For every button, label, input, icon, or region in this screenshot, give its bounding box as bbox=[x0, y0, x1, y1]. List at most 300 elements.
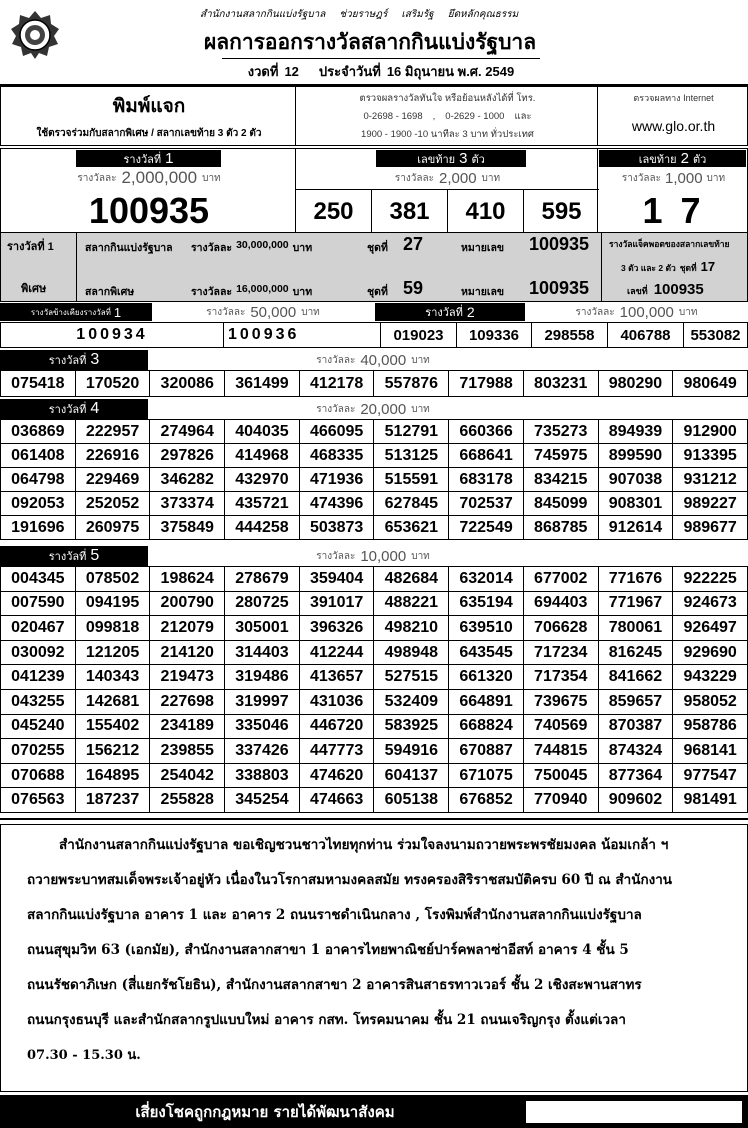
fourth-prize-number: 191696 bbox=[1, 516, 76, 540]
special-r2-amount-value: 16,000,000 bbox=[236, 283, 289, 295]
near-first-unit: บาท bbox=[301, 306, 320, 318]
fourth-prize-number: 226916 bbox=[76, 444, 151, 468]
first-prize-label bbox=[76, 150, 221, 167]
fifth-prize-number: 874324 bbox=[599, 739, 674, 764]
third-prize-grid bbox=[0, 370, 748, 397]
fifth-prize-number: 227698 bbox=[150, 690, 225, 715]
fifth-prize-number: 926497 bbox=[673, 616, 748, 641]
fifth-prize-label-num: 5 bbox=[90, 547, 100, 564]
fourth-prize-amount-label: รางวัลละ bbox=[316, 403, 356, 415]
fourth-prize-number: 229469 bbox=[76, 468, 151, 492]
fifth-prize-number: 482684 bbox=[374, 567, 449, 592]
fifth-prize-number: 043255 bbox=[1, 690, 76, 715]
fifth-prize-number: 413657 bbox=[300, 665, 375, 690]
fifth-prize-number: 076563 bbox=[1, 788, 76, 813]
last3-number: 250 bbox=[296, 190, 372, 233]
fourth-prize-number: 432970 bbox=[225, 468, 300, 492]
fifth-prize-number: 187237 bbox=[76, 788, 151, 813]
fifth-prize-number: 671075 bbox=[449, 764, 524, 789]
fifth-prize-number: 694403 bbox=[524, 592, 599, 617]
footer-blank-box bbox=[526, 1101, 742, 1123]
special-r1-set-label: ชุดที่ bbox=[367, 242, 388, 254]
last2-amount bbox=[598, 167, 748, 189]
special-r1-amount bbox=[191, 239, 312, 256]
header-underline bbox=[222, 58, 540, 59]
fourth-prize-number: 252052 bbox=[76, 492, 151, 516]
fifth-prize-number: 677002 bbox=[524, 567, 599, 592]
last2-label-text: เลขท้าย bbox=[638, 153, 677, 166]
last2-label bbox=[599, 150, 746, 167]
fifth-prize-number: 706628 bbox=[524, 616, 599, 641]
draw-date: 16 มิถุนายน พ.ศ. 2549 bbox=[386, 63, 515, 79]
special-r2-name: สลากพิเศษ bbox=[85, 286, 135, 298]
fifth-prize-number: 605138 bbox=[374, 788, 449, 813]
notice-line: ถนนกรุงธนบุรี และสำนักสลากรูปแบบใหม่ อาคาร กสท. โทรคมนาคม ชั้น 21 ถนนเจริญกรุง ตั้งแต่เวลา bbox=[27, 1012, 626, 1028]
fifth-prize-number: 412244 bbox=[300, 641, 375, 666]
first-prize-box bbox=[0, 148, 296, 233]
special-r1-set: 27 bbox=[403, 234, 424, 254]
near-first-amount-value: 50,000 bbox=[250, 303, 297, 321]
jackpot-line-2-text: 3 ตัว และ 2 ตัว bbox=[621, 263, 676, 273]
fifth-prize-number: 200790 bbox=[150, 592, 225, 617]
fourth-prize-number: 989227 bbox=[673, 492, 748, 516]
last2-unit: บาท bbox=[706, 172, 726, 184]
near-first-number: 100936 bbox=[224, 323, 381, 347]
near-first-label-text: รางวัลข้างเคียงรางวัลที่ bbox=[30, 307, 111, 317]
phone-number-2: 0-2629 - 1000 bbox=[445, 110, 505, 122]
slogan-3: เสริมรัฐ bbox=[401, 8, 434, 20]
jackpot-set-label: ชุดที่ bbox=[679, 263, 697, 273]
slogan-4: ยึดหลักคุณธรรม bbox=[447, 8, 519, 20]
last3-amount-label: รางวัลละ bbox=[394, 172, 434, 184]
fifth-prize-number: 488221 bbox=[374, 592, 449, 617]
fourth-prize-number: 845099 bbox=[524, 492, 599, 516]
special-r1-no: 100935 bbox=[529, 234, 590, 254]
third-prize-label-text: รางวัลที่ bbox=[48, 355, 87, 367]
phone-line-3: 1900 - 1900 -10 นาทีละ 3 บาท ทั่วประเทศ bbox=[361, 128, 534, 140]
first-prize-amount-label: รางวัลละ bbox=[77, 172, 117, 184]
near-first-label bbox=[0, 303, 152, 321]
website-link[interactable]: www.glo.or.th bbox=[631, 118, 716, 134]
fifth-prize-number: 780061 bbox=[599, 616, 674, 641]
near-second-numbers-row bbox=[0, 322, 748, 348]
fourth-prize-number: 092053 bbox=[1, 492, 76, 516]
fourth-prize-number: 435721 bbox=[225, 492, 300, 516]
fifth-prize-number: 099818 bbox=[76, 616, 151, 641]
fifth-prize-number: 668824 bbox=[449, 715, 524, 740]
fifth-prize-number: 594916 bbox=[374, 739, 449, 764]
last2-label-suffix: ตัว bbox=[692, 153, 707, 166]
fifth-prize-number: 744815 bbox=[524, 739, 599, 764]
footer-slogan: เสี่ยงโชคถูกกฎหมาย รายได้พัฒนาสังคม bbox=[135, 1102, 395, 1121]
special-r2-no: 100935 bbox=[529, 278, 590, 298]
fourth-prize-number: 912614 bbox=[599, 516, 674, 540]
jackpot-set: 17 bbox=[700, 259, 716, 274]
fifth-prize-number: 583925 bbox=[374, 715, 449, 740]
fifth-prize-number: 958786 bbox=[673, 715, 748, 740]
fifth-prize-number: 234189 bbox=[150, 715, 225, 740]
phone-line-2 bbox=[296, 109, 599, 123]
special-prize-box bbox=[0, 232, 748, 302]
fifth-prize-number: 922225 bbox=[673, 567, 748, 592]
fifth-prize-number: 770940 bbox=[524, 788, 599, 813]
second-prize-amount bbox=[525, 302, 748, 322]
fifth-prize-number: 532409 bbox=[374, 690, 449, 715]
fifth-prize-number: 870387 bbox=[599, 715, 674, 740]
fifth-prize-number: 280725 bbox=[225, 592, 300, 617]
fifth-prize-number: 045240 bbox=[1, 715, 76, 740]
page-title: ผลการออกรางวัลสลากกินแบ่งรัฐบาล bbox=[203, 30, 537, 54]
special-r1-amount-label: รางวัลละ bbox=[191, 242, 233, 254]
fourth-prize-number: 061408 bbox=[1, 444, 76, 468]
special-label-2: พิเศษ bbox=[21, 283, 47, 295]
third-prize-number: 320086 bbox=[150, 371, 225, 397]
fifth-prize-number: 070255 bbox=[1, 739, 76, 764]
fourth-prize-number: 414968 bbox=[225, 444, 300, 468]
near-first-amount bbox=[152, 302, 374, 322]
fifth-prize-number: 929690 bbox=[673, 641, 748, 666]
third-prize-number: 717988 bbox=[449, 371, 524, 397]
fifth-prize-number: 859657 bbox=[599, 690, 674, 715]
last3-label-num: 3 bbox=[459, 150, 468, 167]
info-phone-box bbox=[295, 86, 598, 146]
last3-unit: บาท bbox=[481, 172, 501, 184]
fourth-prize-number: 660366 bbox=[449, 420, 524, 444]
second-prize-number: 553082 bbox=[690, 326, 741, 344]
fifth-prize-number: 212079 bbox=[150, 616, 225, 641]
special-r1-no-label: หมายเลข bbox=[461, 242, 505, 254]
fifth-prize-number: 739675 bbox=[524, 690, 599, 715]
fifth-prize-number: 841662 bbox=[599, 665, 674, 690]
fourth-prize-number: 513125 bbox=[374, 444, 449, 468]
notice-line: ถนนรัชดาภิเษก (สี่แยกรัชโยธิน), สำนักงานสลากสาขา 2 อาคารสินสาธรทาวเวอร์ ชั้น 2 เชิงสะพานสาทร bbox=[27, 977, 642, 993]
fifth-prize-label bbox=[0, 546, 148, 566]
fourth-prize-number: 653621 bbox=[374, 516, 449, 540]
fifth-prize-number: 094195 bbox=[76, 592, 151, 617]
notice-line: สลากกินแบ่งรัฐบาล อาคาร 1 และ อาคาร 2 ถนนราชดำเนินกลาง , โรงพิมพ์สำนักงานสลากกินแบ่งรัฐบาล bbox=[27, 907, 642, 923]
jackpot-line-3 bbox=[627, 281, 704, 298]
fifth-prize-number: 981491 bbox=[673, 788, 748, 813]
last3-number: 381 bbox=[372, 190, 448, 233]
third-prize-number: 412178 bbox=[300, 371, 375, 397]
fifth-prize-number: 319486 bbox=[225, 665, 300, 690]
fourth-prize-number: 907038 bbox=[599, 468, 674, 492]
fifth-prize-number: 446720 bbox=[300, 715, 375, 740]
fourth-prize-number: 404035 bbox=[225, 420, 300, 444]
fourth-prize-number: 260975 bbox=[76, 516, 151, 540]
special-r1-amount-value: 30,000,000 bbox=[236, 239, 289, 251]
fifth-prize-number: 924673 bbox=[673, 592, 748, 617]
fifth-prize-number: 004345 bbox=[1, 567, 76, 592]
third-prize-label bbox=[0, 350, 148, 370]
fourth-prize-amount bbox=[148, 399, 598, 419]
fifth-prize-number: 740569 bbox=[524, 715, 599, 740]
special-r1-unit: บาท bbox=[292, 242, 313, 254]
fifth-prize-number: 164895 bbox=[76, 764, 151, 789]
info-internet-box bbox=[597, 86, 748, 146]
date-label: ประจำวันที่ bbox=[318, 63, 381, 79]
notice-line: สำนักงานสลากกินแบ่งรัฐบาล ขอเชิญชวนชาวไทยทุกท่าน ร่วมใจลงนามถวายพระพรชัยมงคล น้อมเกล้า ฯ bbox=[59, 837, 669, 853]
info-free-box bbox=[0, 86, 296, 146]
third-prize-amount-label: รางวัลละ bbox=[316, 354, 356, 366]
fifth-prize-number: 007590 bbox=[1, 592, 76, 617]
fourth-prize-label-num: 4 bbox=[90, 400, 100, 417]
fifth-prize-number: 142681 bbox=[76, 690, 151, 715]
notice-line: ถวายพระบาทสมเด็จพระเจ้าอยู่หัว เนื่องในวโรกาสมหามงคลสมัย ทรงครองสิริราชสมบัติครบ 60 ปี ณ สำนักงาน bbox=[27, 872, 673, 888]
fifth-prize-number: 070688 bbox=[1, 764, 76, 789]
slogan-1: สำนักงานสลากกินแบ่งรัฐบาล bbox=[200, 8, 326, 20]
fifth-prize-number: 632014 bbox=[449, 567, 524, 592]
first-prize-label-num: 1 bbox=[165, 150, 174, 167]
fifth-prize-number: 474620 bbox=[300, 764, 375, 789]
fifth-prize-label-text: รางวัลที่ bbox=[48, 551, 87, 563]
fifth-prize-number: 338803 bbox=[225, 764, 300, 789]
fifth-prize-number: 431036 bbox=[300, 690, 375, 715]
fifth-prize-number: 219473 bbox=[150, 665, 225, 690]
last3-number: 410 bbox=[448, 190, 524, 233]
phone-number-1: 0-2698 - 1698 bbox=[363, 110, 423, 122]
near-first-number: 100934 bbox=[1, 323, 224, 347]
third-prize-amount bbox=[148, 350, 598, 370]
last2-amount-value: 1,000 bbox=[665, 169, 703, 187]
fourth-prize-number: 913395 bbox=[673, 444, 748, 468]
fifth-prize-number: 676852 bbox=[449, 788, 524, 813]
fourth-prize-number: 064798 bbox=[1, 468, 76, 492]
fourth-prize-number: 868785 bbox=[524, 516, 599, 540]
fourth-prize-number: 346282 bbox=[150, 468, 225, 492]
fourth-prize-number: 515591 bbox=[374, 468, 449, 492]
fourth-prize-number: 444258 bbox=[225, 516, 300, 540]
fourth-prize-number: 471936 bbox=[300, 468, 375, 492]
fifth-prize-number: 877364 bbox=[599, 764, 674, 789]
third-prize-amount-value: 40,000 bbox=[360, 351, 407, 369]
special-r2-amount-label: รางวัลละ bbox=[191, 286, 233, 298]
fourth-prize-number: 894939 bbox=[599, 420, 674, 444]
third-prize-number: 980290 bbox=[599, 371, 674, 397]
second-prize-number: 109336 bbox=[457, 323, 532, 347]
fifth-prize-number: 816245 bbox=[599, 641, 674, 666]
fifth-prize-number: 717354 bbox=[524, 665, 599, 690]
fourth-prize-number: 222957 bbox=[76, 420, 151, 444]
fifth-prize-number: 030092 bbox=[1, 641, 76, 666]
second-prize-label-text: รางวัลที่ bbox=[425, 307, 463, 319]
fifth-prize-number: 771967 bbox=[599, 592, 674, 617]
first-prize-unit: บาท bbox=[202, 172, 221, 184]
last3-amount-value: 2,000 bbox=[439, 169, 477, 187]
first-prize-amount-value: 2,000,000 bbox=[121, 168, 198, 187]
notice-box bbox=[0, 824, 748, 1092]
phone-sep: , bbox=[432, 110, 436, 122]
second-prize-number: 019023 bbox=[381, 323, 457, 347]
fourth-prize-grid bbox=[0, 419, 748, 540]
fifth-prize-number: 391017 bbox=[300, 592, 375, 617]
fifth-prize-amount-label: รางวัลละ bbox=[316, 550, 356, 562]
second-prize-number: 298558 bbox=[532, 323, 608, 347]
fourth-prize-number: 466095 bbox=[300, 420, 375, 444]
last3-amount bbox=[296, 167, 599, 189]
fifth-prize-number: 635194 bbox=[449, 592, 524, 617]
fourth-prize-number: 373374 bbox=[150, 492, 225, 516]
fifth-prize-number: 319997 bbox=[225, 690, 300, 715]
jackpot-no-label: เลขที่ bbox=[627, 286, 648, 296]
slogan-2: ช่วยราษฎร์ bbox=[339, 8, 388, 20]
internet-label: ตรวจผลทาง Internet bbox=[633, 93, 714, 103]
fifth-prize-number: 278679 bbox=[225, 567, 300, 592]
third-prize-number: 361499 bbox=[225, 371, 300, 397]
last2-amount-label: รางวัลละ bbox=[621, 172, 661, 184]
fourth-prize-label-text: รางวัลที่ bbox=[48, 404, 87, 416]
fifth-prize-number: 498210 bbox=[374, 616, 449, 641]
notice-line: 07.30 - 15.30 น. bbox=[27, 1048, 141, 1063]
third-prize-label-num: 3 bbox=[90, 351, 100, 368]
near-first-label-num: 1 bbox=[113, 304, 122, 320]
fourth-prize-number: 899590 bbox=[599, 444, 674, 468]
fourth-prize-number: 702537 bbox=[449, 492, 524, 516]
fourth-prize-number: 036869 bbox=[1, 420, 76, 444]
fourth-prize-number: 375849 bbox=[150, 516, 225, 540]
fifth-prize-number: 239855 bbox=[150, 739, 225, 764]
last2-box bbox=[597, 148, 748, 233]
near-first-amount-label: รางวัลละ bbox=[206, 306, 246, 318]
draw-no: 12 bbox=[284, 63, 299, 79]
jackpot-line-1: รางวัลแจ็คพอตของสลากเลขท้าย bbox=[609, 239, 730, 249]
first-prize-number: 100935 bbox=[88, 190, 210, 231]
fifth-prize-number: 020467 bbox=[1, 616, 76, 641]
fifth-prize-number: 359404 bbox=[300, 567, 375, 592]
fourth-prize-number: 989677 bbox=[673, 516, 748, 540]
fifth-prize-unit: บาท bbox=[411, 550, 430, 562]
fourth-prize-number: 735273 bbox=[524, 420, 599, 444]
fifth-prize-number: 909602 bbox=[599, 788, 674, 813]
fifth-prize-number: 943229 bbox=[673, 665, 748, 690]
fifth-prize-number: 335046 bbox=[225, 715, 300, 740]
fifth-prize-number: 977547 bbox=[673, 764, 748, 789]
last2-number: 1 7 bbox=[642, 190, 705, 231]
fifth-prize-number: 254042 bbox=[150, 764, 225, 789]
third-prize-number: 170520 bbox=[76, 371, 151, 397]
last3-numbers bbox=[296, 189, 599, 233]
fourth-prize-number: 931212 bbox=[673, 468, 748, 492]
fifth-prize-number: 337426 bbox=[225, 739, 300, 764]
jackpot-no: 100935 bbox=[653, 281, 704, 298]
draw-no-label: งวดที่ bbox=[247, 63, 279, 79]
third-prize-unit: บาท bbox=[411, 354, 430, 366]
special-divider-2 bbox=[601, 233, 602, 301]
jackpot-line-2 bbox=[621, 259, 715, 275]
fourth-prize-number: 668641 bbox=[449, 444, 524, 468]
free-note: ใช้ตรวจร่วมกับสลากพิเศษ / สลากเลขท้าย 3 ตัว 2 ตัว bbox=[36, 127, 262, 139]
fifth-prize-amount-value: 10,000 bbox=[360, 547, 407, 565]
special-r2-no-label: หมายเลข bbox=[461, 286, 505, 298]
third-prize-number: 803231 bbox=[524, 371, 599, 397]
fifth-prize-number: 214120 bbox=[150, 641, 225, 666]
fourth-prize-number: 745975 bbox=[524, 444, 599, 468]
fifth-prize-number: 345254 bbox=[225, 788, 300, 813]
fourth-prize-number: 834215 bbox=[524, 468, 599, 492]
fourth-prize-number: 512791 bbox=[374, 420, 449, 444]
fifth-prize-number: 750045 bbox=[524, 764, 599, 789]
fourth-prize-number: 274964 bbox=[150, 420, 225, 444]
phone-and: และ bbox=[514, 110, 532, 122]
fifth-prize-number: 527515 bbox=[374, 665, 449, 690]
footer-bar bbox=[0, 1095, 748, 1128]
fifth-prize-number: 717234 bbox=[524, 641, 599, 666]
fifth-prize-number: 771676 bbox=[599, 567, 674, 592]
third-prize-number: 980649 bbox=[673, 371, 748, 397]
fourth-prize-number: 627845 bbox=[374, 492, 449, 516]
first-prize-amount bbox=[1, 167, 297, 189]
notice-top-rule bbox=[0, 818, 748, 820]
special-label-1: รางวัลที่ 1 bbox=[7, 241, 54, 253]
fifth-prize-number: 121205 bbox=[76, 641, 151, 666]
fifth-prize-number: 498948 bbox=[374, 641, 449, 666]
fifth-prize-number: 639510 bbox=[449, 616, 524, 641]
first-prize-label-text: รางวัลที่ bbox=[123, 153, 162, 166]
second-prize-label bbox=[375, 303, 525, 321]
fifth-prize-number: 958052 bbox=[673, 690, 748, 715]
fifth-prize-number: 156212 bbox=[76, 739, 151, 764]
fourth-prize-number: 297826 bbox=[150, 444, 225, 468]
last3-box bbox=[295, 148, 598, 233]
last2-label-num: 2 bbox=[680, 150, 689, 167]
fifth-prize-number: 968141 bbox=[673, 739, 748, 764]
second-prize-unit: บาท bbox=[678, 306, 698, 318]
fifth-prize-number: 041239 bbox=[1, 665, 76, 690]
fourth-prize-number: 683178 bbox=[449, 468, 524, 492]
second-prize-amount-value: 100,000 bbox=[619, 303, 674, 321]
fifth-prize-amount bbox=[148, 546, 598, 566]
last3-label bbox=[376, 150, 526, 167]
fourth-prize-number: 503873 bbox=[300, 516, 375, 540]
third-prize-number: 557876 bbox=[374, 371, 449, 397]
fifth-prize-number: 661320 bbox=[449, 665, 524, 690]
special-r1-name: สลากกินแบ่งรัฐบาล bbox=[85, 242, 173, 254]
fifth-prize-number: 140343 bbox=[76, 665, 151, 690]
fourth-prize-label bbox=[0, 399, 148, 419]
notice-line: ถนนสุขุมวิท 63 (เอกมัย), สำนักงานสลากสาขา 1 อาคารไทยพาณิชย์ปาร์คพลาซ่าอีสท์ อาคาร 4 ชั้น 5 bbox=[27, 942, 629, 958]
fifth-prize-number: 305001 bbox=[225, 616, 300, 641]
second-prize-number: 406788 bbox=[608, 323, 684, 347]
second-prize-amount-label: รางวัลละ bbox=[575, 306, 615, 318]
fifth-prize-number: 447773 bbox=[300, 739, 375, 764]
fifth-prize-number: 314403 bbox=[225, 641, 300, 666]
second-prize-label-num: 2 bbox=[466, 304, 475, 320]
fourth-prize-number: 722549 bbox=[449, 516, 524, 540]
last3-label-text: เลขท้าย bbox=[417, 153, 456, 166]
special-r2-set-label: ชุดที่ bbox=[367, 286, 388, 298]
fifth-prize-number: 474663 bbox=[300, 788, 375, 813]
special-r2-set: 59 bbox=[403, 278, 424, 298]
fifth-prize-number: 670887 bbox=[449, 739, 524, 764]
fifth-prize-number: 155402 bbox=[76, 715, 151, 740]
last3-number: 595 bbox=[541, 197, 582, 225]
last3-label-suffix: ตัว bbox=[471, 153, 485, 166]
special-divider-1 bbox=[76, 233, 77, 301]
draw-info bbox=[222, 60, 540, 82]
special-r2-unit: บาท bbox=[292, 286, 313, 298]
emblem-icon bbox=[10, 10, 60, 60]
fourth-prize-number: 908301 bbox=[599, 492, 674, 516]
fourth-prize-number: 912900 bbox=[673, 420, 748, 444]
fifth-prize-number: 255828 bbox=[150, 788, 225, 813]
fifth-prize-number: 078502 bbox=[76, 567, 151, 592]
special-r2-amount bbox=[191, 283, 312, 300]
fifth-prize-number: 396326 bbox=[300, 616, 375, 641]
fifth-prize-grid bbox=[0, 566, 748, 813]
fourth-prize-number: 474396 bbox=[300, 492, 375, 516]
free-title: พิมพ์แจก bbox=[112, 96, 186, 117]
fourth-prize-number: 468335 bbox=[300, 444, 375, 468]
